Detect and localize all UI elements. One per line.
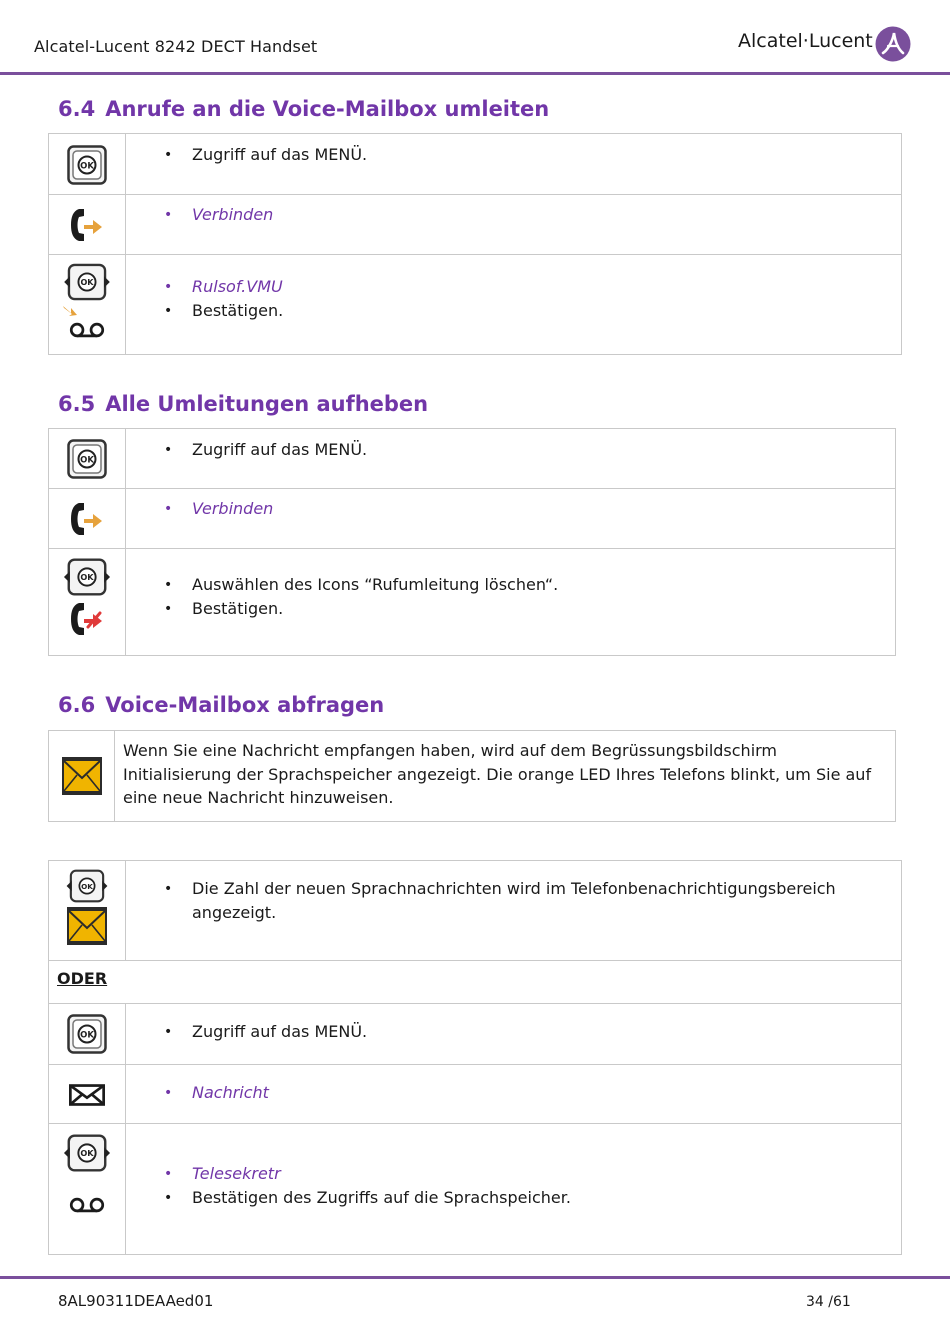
- list-item: • Verbinden: [192, 497, 895, 521]
- icon-cell: [49, 429, 126, 489]
- instruction-table-6-6: [48, 860, 902, 1255]
- instruction-table-6-4: [48, 133, 902, 355]
- table-row: [49, 134, 902, 195]
- table-row: [49, 195, 902, 255]
- table-row: [49, 731, 896, 822]
- call-forward-icon: [67, 205, 107, 245]
- text-cell: [126, 195, 902, 255]
- oder-separator: ODER: [57, 969, 108, 988]
- table-row: [49, 489, 896, 549]
- footer-rule: [0, 1276, 950, 1279]
- section-heading-6-4: [58, 97, 549, 121]
- list-item: • Bestätigen.: [192, 597, 895, 621]
- text-cell: [126, 429, 896, 489]
- text-cell: [126, 861, 902, 961]
- section-title: Anrufe an die Voice-Mailbox umleiten: [105, 97, 550, 121]
- header-rule: [0, 72, 950, 75]
- voicemail-icon: [69, 321, 105, 339]
- navigator-ok-icon: [63, 1132, 111, 1174]
- list-item: • Bestätigen.: [192, 299, 901, 323]
- text-cell: [126, 255, 902, 355]
- page-number: 34 /61: [806, 1294, 851, 1310]
- arrow-down-right-icon: [61, 304, 81, 318]
- document-reference: 8AL90311DEAAed01: [58, 1292, 214, 1310]
- ok-key-icon: [67, 439, 107, 479]
- list-item: • Bestätigen des Zugriffs auf die Sprachspeicher.: [192, 1186, 901, 1210]
- table-row: [49, 255, 902, 355]
- list-item: • Telesekretr: [192, 1162, 901, 1186]
- section-number: 6.4: [58, 97, 96, 121]
- table-row: [49, 1065, 902, 1124]
- list-item: • Die Zahl der neuen Sprachnachrichten wird im Telefonbenachrichtigungsbereich angezeigt.: [192, 877, 861, 925]
- table-row: [49, 1124, 902, 1255]
- icon-cell: [49, 1004, 126, 1065]
- envelope-yellow-icon: [66, 906, 108, 946]
- text-cell: [126, 134, 902, 195]
- document-title: Alcatel-Lucent 8242 DECT Handset: [34, 37, 318, 56]
- list-item: • Zugriff auf das MENÜ.: [192, 1020, 901, 1044]
- call-forward-icon: [67, 499, 107, 539]
- icon-cell: [49, 549, 126, 656]
- text-cell: [126, 549, 896, 656]
- text-cell: [126, 1065, 902, 1124]
- icon-cell: [49, 731, 115, 822]
- text-cell: [126, 489, 896, 549]
- separator-cell: [49, 961, 902, 1004]
- icon-cell: [49, 1124, 126, 1255]
- navigator-ok-icon: [63, 557, 111, 597]
- icon-cell: [49, 1065, 126, 1124]
- intro-paragraph: Wenn Sie eine Nachricht empfangen haben, wird auf dem Begrüssungsbildschirm Initialisierung der Sprachspeicher angezeigt. Die orange LED Ihres Telefons blinkt, um Sie auf eine neue Nachricht hinzuweisen.: [123, 741, 872, 807]
- text-cell: [126, 1004, 902, 1065]
- section-heading-6-6: [58, 693, 384, 717]
- text-cell: [115, 731, 896, 822]
- section-heading-6-5: [58, 392, 428, 416]
- navigator-ok-icon: [63, 263, 111, 301]
- ok-key-icon: [67, 145, 107, 185]
- text-cell: [126, 1124, 902, 1255]
- section-title: Alle Umleitungen aufheben: [105, 392, 429, 416]
- list-item: • Verbinden: [192, 203, 901, 227]
- voicemail-icon: [69, 1196, 105, 1214]
- list-item: • Nachricht: [192, 1081, 901, 1105]
- icon-cell: [49, 195, 126, 255]
- table-row: [49, 429, 896, 489]
- section-number: 6.5: [58, 392, 96, 416]
- icon-cell: [49, 489, 126, 549]
- envelope-yellow-icon: [61, 756, 103, 796]
- table-row: [49, 1004, 902, 1065]
- brand-wordmark: Alcatel·Lucent: [738, 30, 873, 52]
- section-title: Voice-Mailbox abfragen: [105, 693, 385, 717]
- list-item: • Rulsof.VMU: [192, 275, 901, 299]
- list-item: • Auswählen des Icons “Rufumleitung löschen“.: [192, 573, 895, 597]
- navigator-ok-icon: [65, 869, 109, 903]
- alcatel-lucent-logo-icon: [875, 26, 911, 62]
- intro-table-6-6: [48, 730, 896, 822]
- cancel-forward-icon: [67, 599, 107, 639]
- table-row: [49, 961, 902, 1004]
- icon-cell: [49, 134, 126, 195]
- instruction-table-6-5: [48, 428, 896, 656]
- list-item: • Zugriff auf das MENÜ.: [192, 438, 895, 462]
- icon-cell: [49, 861, 126, 961]
- ok-key-icon: [67, 1014, 107, 1054]
- table-row: [49, 549, 896, 656]
- section-number: 6.6: [58, 693, 96, 717]
- icon-cell: [49, 255, 126, 355]
- list-item: • Zugriff auf das MENÜ.: [192, 143, 901, 167]
- table-row: [49, 861, 902, 961]
- envelope-icon: [69, 1084, 105, 1106]
